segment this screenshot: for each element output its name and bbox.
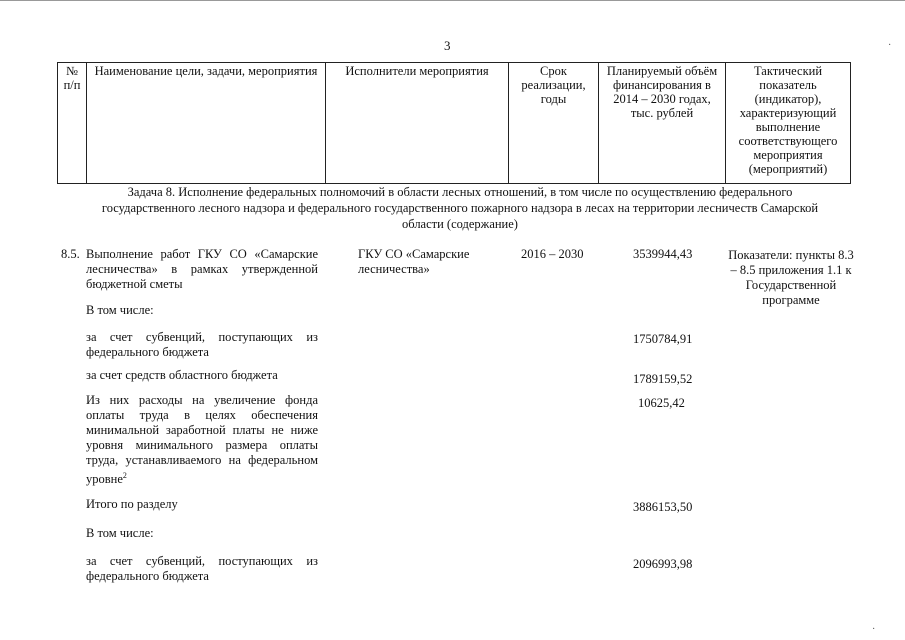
wage-expenses-label (86, 393, 318, 487)
header-col-financing: Планируемый объём финансирования в 2014 – 2030 годах, тыс. рублей (599, 63, 726, 184)
regional-budget-label: за счет средств областного бюджета (86, 368, 278, 382)
top-edge-line (0, 0, 905, 1)
footnote-mark: 2 (122, 471, 127, 480)
subsidy-label-2: за счет субвенций, поступающих из федерального бюджета (86, 554, 318, 583)
header-col-indicator: Тактический показатель (индикатор), характеризующий выполнение соответствующего мероприятия (мероприятий) (726, 63, 851, 184)
item-term: 2016 – 2030 (521, 247, 584, 261)
header-col-term: Срок реализации, годы (509, 63, 599, 184)
item-indicator: Показатели: пункты 8.3 – 8.5 приложения 1.1 к Государственной программе (728, 248, 854, 307)
wage-expenses-value: 10625,42 (638, 396, 685, 410)
header-col-executor: Исполнители мероприятия (326, 63, 509, 184)
including-label-2: В том числе: (86, 526, 154, 540)
section-total-value: 3886153,50 (633, 500, 693, 514)
scan-speck: · (888, 40, 892, 51)
item-executor: ГКУ СО «Самарские лесничества» (358, 247, 470, 276)
task-heading: Задача 8. Исполнение федеральных полномочий в области лесных отношений, в том числе по осуществлению федерального государственного лесного надзора и федерального государственного пожарного надзора в лесах на территории лесничеств Самарской области (содержание) (101, 185, 819, 231)
regional-budget-value: 1789159,52 (633, 372, 693, 386)
page-number: 3 (444, 38, 451, 53)
item-name: Выполнение работ ГКУ СО «Самарские лесничества» в рамках утвержденной бюджетной сметы (86, 247, 318, 291)
item-number: 8.5. (61, 247, 80, 261)
header-col-name: Наименование цели, задачи, мероприятия (87, 63, 326, 184)
subsidy-value: 1750784,91 (633, 332, 693, 346)
header-col-number: № п/п (58, 63, 87, 184)
section-total-label: Итого по разделу (86, 497, 178, 511)
item-amount: 3539944,43 (633, 247, 693, 261)
wage-expenses-text: Из них расходы на увеличение фонда оплаты труда в целях обеспечения минимальной заработной платы не ниже уровня минимального размера оплаты труда, устанавливаемого на федеральном уровне (86, 393, 318, 487)
table-header (57, 62, 851, 184)
scan-speck: · (872, 624, 876, 635)
subsidy-value-2: 2096993,98 (633, 557, 693, 571)
including-label: В том числе: (86, 303, 154, 317)
subsidy-label: за счет субвенций, поступающих из федерального бюджета (86, 330, 318, 359)
